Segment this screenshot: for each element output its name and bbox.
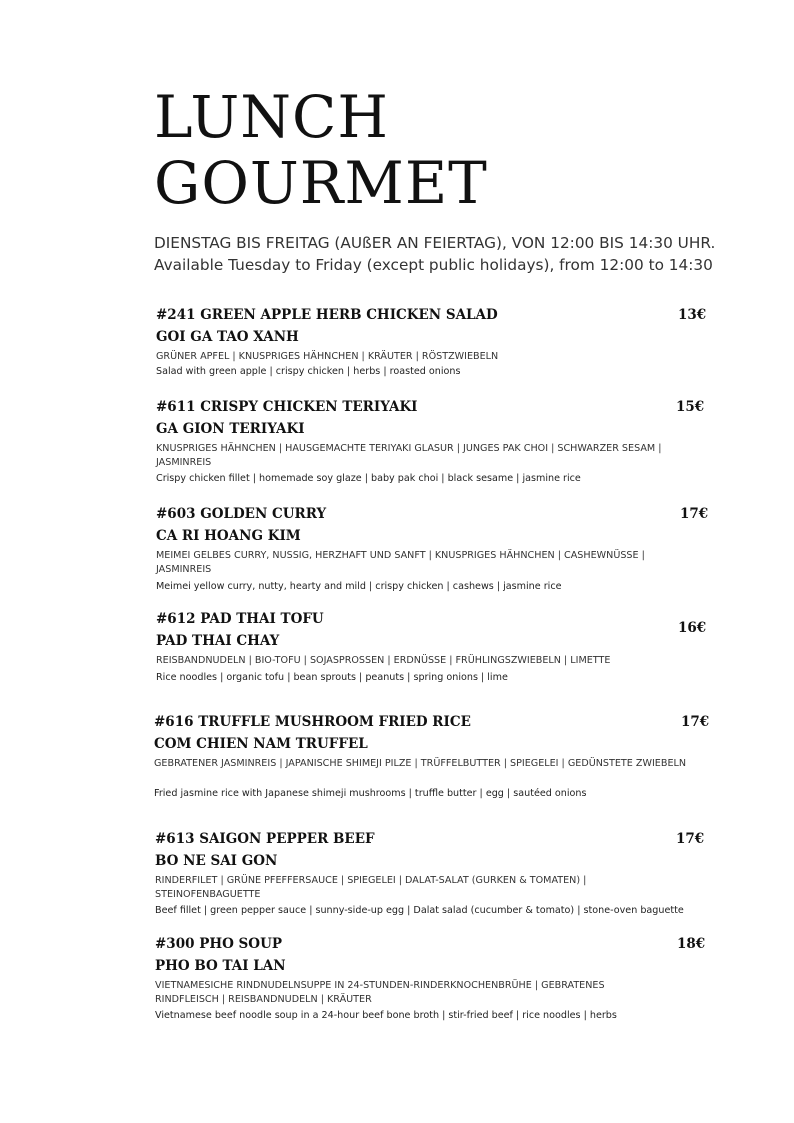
menu-item-name: #612 PAD THAI TOFU [156, 611, 324, 627]
menu-item-viet-name: GA GION TERIYAKI [156, 421, 305, 437]
menu-item-ingredients-en: Vietnamese beef noodle soup in a 24-hour beef bone broth | stir-fried beef | rice noodles | herbs [155, 1010, 617, 1021]
menu-item-viet-name: CA RI HOANG KIM [156, 528, 301, 544]
menu-item-name: #616 TRUFFLE MUSHROOM FRIED RICE [154, 714, 471, 730]
menu-item-viet-name: BO NE SAI GON [155, 853, 278, 869]
menu-item-price: 17€ [681, 714, 710, 730]
menu-item-name: #611 CRISPY CHICKEN TERIYAKI [156, 399, 418, 415]
menu-item-ingredients-en: Rice noodles | organic tofu | bean sprouts | peanuts | spring onions | lime [156, 672, 508, 683]
menu-item-viet-name: GOI GA TAO XANH [156, 329, 299, 345]
schedule-info [154, 232, 774, 276]
menu-item-ingredients-en: Meimei yellow curry, nutty, hearty and mild | crispy chicken | cashews | jasmine rice [156, 581, 562, 592]
menu-item-name: #613 SAIGON PEPPER BEEF [155, 831, 375, 847]
schedule-german: DIENSTAG BIS FREITAG (AUßER AN FEIERTAG), VON 12:00 BIS 14:30 UHR. [154, 234, 716, 252]
menu-item-ingredients-de: MEIMEI GELBES CURRY, NUSSIG, HERZHAFT UND SANFT | KNUSPRIGES HÄHNCHEN | CASHEWNÜSSE | JASMINREIS [156, 550, 645, 575]
menu-item-viet-name: COM CHIEN NAM TRUFFEL [154, 736, 368, 752]
title-line-2: GOURMET [154, 149, 488, 217]
menu-item-ingredients-en: Salad with green apple | crispy chicken | herbs | roasted onions [156, 366, 461, 377]
menu-item-price: 17€ [680, 506, 709, 522]
menu-item-ingredients-de: KNUSPRIGES HÄHNCHEN | HAUSGEMACHTE TERIYAKI GLASUR | JUNGES PAK CHOI | SCHWARZER SESAM | JASMINREIS [156, 443, 662, 468]
menu-item-name: #241 GREEN APPLE HERB CHICKEN SALAD [156, 307, 498, 323]
menu-item-ingredients-de: RINDERFILET | GRÜNE PFEFFERSAUCE | SPIEGELEI | DALAT-SALAT (GURKEN & TOMATEN) | STEINOFENBAGUETTE [155, 875, 587, 900]
title-line-1: LUNCH [154, 83, 389, 151]
menu-item-price: 18€ [677, 936, 706, 952]
menu-item-price: 13€ [678, 307, 707, 323]
menu-item-price: 16€ [678, 620, 707, 636]
menu-item-ingredients-en: Beef fillet | green pepper sauce | sunny-side-up egg | Dalat salad (cucumber & tomato) | stone-oven baguette [155, 905, 684, 916]
menu-item-ingredients-de: VIETNAMESICHE RINDNUDELNSUPPE IN 24-STUNDEN-RINDERKNOCHENBRÜHE | GEBRATENES RINDFLEISCH | REISBANDNUDELN | KRÄUTER [155, 980, 605, 1005]
menu-item-name: #603 GOLDEN CURRY [156, 506, 327, 522]
schedule-english: Available Tuesday to Friday (except public holidays), from 12:00 to 14:30 [154, 256, 713, 274]
menu-item-name: #300 PHO SOUP [155, 936, 282, 952]
menu-item-ingredients-de: GEBRATENER JASMINREIS | JAPANISCHE SHIMEJI PILZE | TRÜFFELBUTTER | SPIEGELEI | GEDÜNSTETE ZWIEBELN [154, 758, 687, 769]
page-title [154, 84, 488, 216]
menu-item-price: 17€ [676, 831, 705, 847]
menu-item-price: 15€ [676, 399, 705, 415]
menu-item-viet-name: PHO BO TAI LAN [155, 958, 286, 974]
menu-item-ingredients-en: Crispy chicken fillet | homemade soy glaze | baby pak choi | black sesame | jasmine rice [156, 473, 581, 484]
menu-item-ingredients-en: Fried jasmine rice with Japanese shimeji mushrooms | truffle butter | egg | sautéed onions [154, 788, 587, 799]
menu-item-ingredients-de: GRÜNER APFEL | KNUSPRIGES HÄHNCHEN | KRÄUTER | RÖSTZWIEBELN [156, 351, 499, 362]
menu-item-viet-name: PAD THAI CHAY [156, 633, 280, 649]
menu-item-ingredients-de: REISBANDNUDELN | BIO-TOFU | SOJASPROSSEN | ERDNÜSSE | FRÜHLINGSZWIEBELN | LIMETTE [156, 655, 611, 666]
